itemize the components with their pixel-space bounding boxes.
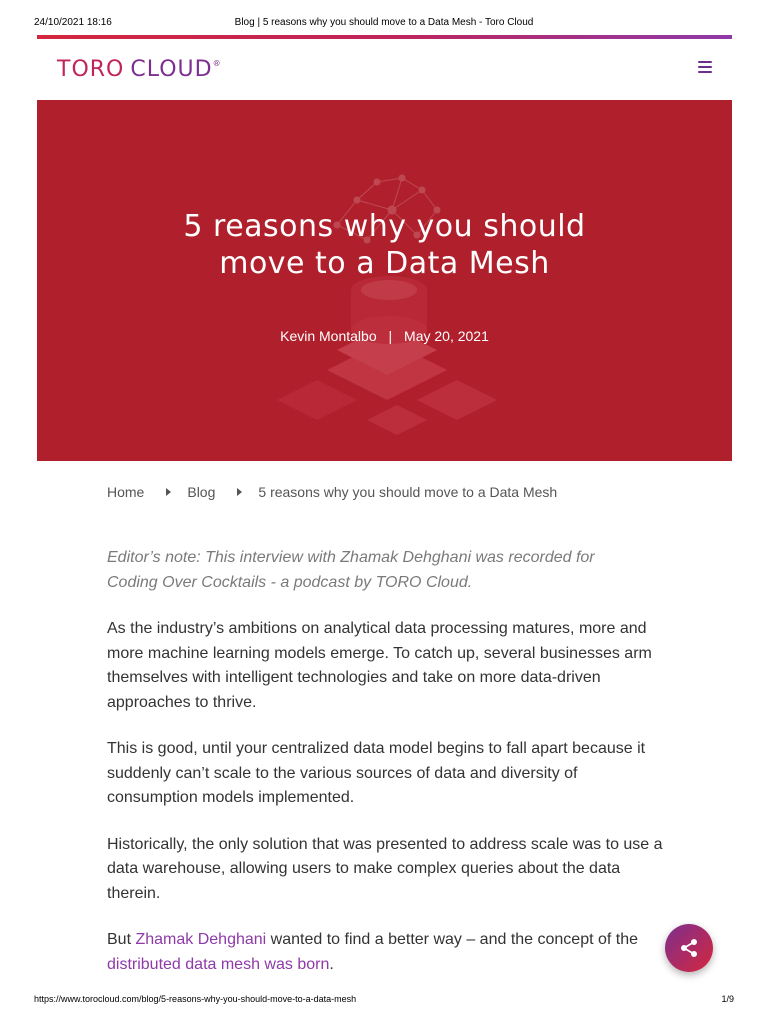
article-meta	[37, 328, 732, 344]
share-button[interactable]	[665, 924, 713, 972]
distributed-data-mesh-link[interactable]: distributed data mesh was born	[107, 955, 330, 973]
publish-date: May 20, 2021	[404, 328, 489, 344]
logo-toro-text: TORO	[57, 57, 125, 82]
logo-cloud-text: CLOUD	[130, 57, 213, 82]
logo-registered-mark: ®	[212, 59, 222, 68]
breadcrumb-arrow-icon	[166, 488, 171, 496]
print-page-title: Blog | 5 reasons why you should move to a Data Mesh - Toro Cloud	[234, 17, 534, 28]
paragraph-text: wanted to find a better way – and the concept of the	[266, 931, 639, 948]
print-header	[0, 17, 768, 31]
breadcrumb-blog[interactable]: Blog	[187, 484, 216, 500]
paragraph-text: .	[329, 955, 334, 973]
article-paragraph: Historically, the only solution that was presented to address scale was to use a data warehouse, allowing users to make complex queries about the data therein.	[107, 835, 663, 902]
share-icon	[680, 938, 698, 958]
breadcrumb-home[interactable]: Home	[107, 484, 145, 500]
zhamak-dehghani-link[interactable]: Zhamak Dehghani	[135, 931, 267, 948]
print-datetime: 24/10/2021 18:16	[34, 17, 112, 28]
paragraph-text: But	[107, 931, 136, 948]
meta-separator: |	[388, 328, 393, 344]
article-paragraph-links	[107, 928, 667, 977]
article-paragraph: As the industry’s ambitions on analytical data processing matures, more and more machine learning models emerge. To catch up, several businesses arm themselves with intelligent technologies and take on more data-driven approaches to thrive.	[107, 620, 652, 711]
breadcrumb-arrow-icon	[237, 488, 242, 496]
editor-note-line1: Editor’s note: This interview with Zhamak Dehghani was recorded for	[107, 549, 595, 566]
print-page-number: 1/9	[721, 994, 734, 1004]
editor-note	[107, 546, 667, 595]
editor-note-line2: Coding Over Cocktails - a podcast by TORO Cloud.	[107, 573, 473, 591]
breadcrumb	[107, 484, 557, 500]
article-body	[107, 546, 667, 999]
site-header	[37, 39, 732, 100]
print-footer	[0, 994, 768, 1008]
article-paragraph: This is good, until your centralized data model begins to fall apart because it suddenly can’t scale to the various sources of data and diversity of consumption models implemented.	[107, 740, 646, 806]
print-url: https://www.torocloud.com/blog/5-reasons-why-you-should-move-to-a-data-mesh	[34, 994, 357, 1004]
article-title	[37, 208, 732, 282]
toro-cloud-logo[interactable]	[57, 57, 222, 85]
author-name[interactable]: Kevin Montalbo	[280, 328, 377, 344]
hamburger-menu-icon[interactable]	[698, 61, 712, 73]
hero-banner	[37, 100, 732, 461]
article-title-line2: move to a Data Mesh	[219, 246, 550, 281]
article-title-line1: 5 reasons why you should	[183, 209, 586, 244]
breadcrumb-current: 5 reasons why you should move to a Data Mesh	[258, 484, 558, 500]
